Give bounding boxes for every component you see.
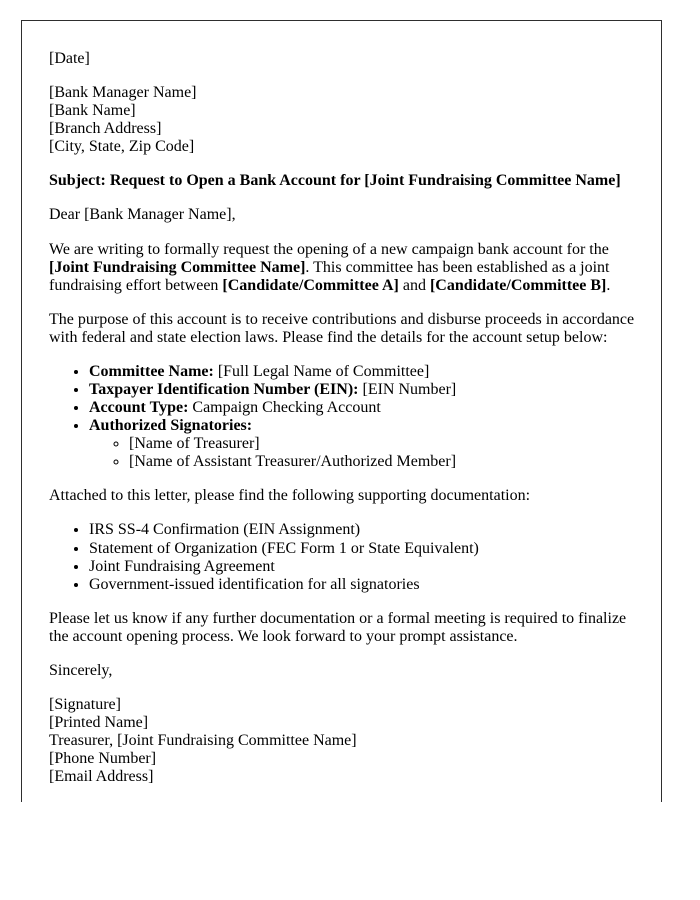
list-item bbox=[89, 381, 636, 399]
intro-paragraph bbox=[49, 241, 636, 295]
text: . bbox=[606, 276, 611, 294]
text: Treasurer, [Joint Fundraising Committee Name] bbox=[49, 732, 357, 750]
list-item bbox=[89, 558, 636, 576]
text: [Name of Treasurer] bbox=[129, 435, 260, 453]
bold-text: Subject: Request to Open a Bank Account for [Joint Fundraising Committee Name] bbox=[49, 172, 621, 190]
text: Dear [Bank Manager Name], bbox=[49, 206, 236, 224]
text: [Name of Assistant Treasurer/Authorized Member] bbox=[129, 453, 457, 471]
text: Statement of Organization (FEC Form 1 or State Equivalent) bbox=[89, 539, 479, 557]
bold-text: Committee Name: bbox=[89, 362, 214, 380]
signoff bbox=[49, 662, 636, 680]
list-item bbox=[129, 453, 636, 471]
salutation bbox=[49, 206, 636, 224]
text: We are writing to formally request the opening of a new campaign bank account for the bbox=[49, 240, 609, 258]
bold-text: Taxpayer Identification Number (EIN): bbox=[89, 381, 359, 399]
bold-text: Authorized Signatories: bbox=[89, 417, 253, 435]
attachments-intro bbox=[49, 487, 636, 505]
list-item bbox=[129, 435, 636, 453]
subject-line bbox=[49, 172, 636, 190]
list-item bbox=[89, 363, 636, 381]
text: Joint Fundraising Agreement bbox=[89, 557, 275, 575]
letter-page bbox=[21, 20, 662, 802]
list-item bbox=[89, 417, 636, 471]
list-item bbox=[89, 399, 636, 417]
text: [Email Address] bbox=[49, 768, 154, 786]
text: [Bank Name] bbox=[49, 102, 136, 120]
text: The purpose of this account is to receive contributions and disburse proceeds in accordance with federal and state election laws. Please find the details for the account setup below: bbox=[49, 310, 635, 346]
text: [Branch Address] bbox=[49, 120, 162, 138]
text: [Date] bbox=[49, 50, 90, 67]
text: Please let us know if any further documentation or a formal meeting is required to finalize the account opening process. We look forward to your prompt assistance. bbox=[49, 609, 627, 645]
attachments-list bbox=[49, 521, 636, 593]
list-item bbox=[89, 521, 636, 539]
text: [City, State, Zip Code] bbox=[49, 138, 195, 156]
text: [Full Legal Name of Committee] bbox=[213, 362, 430, 380]
text: Government-issued identification for all signatories bbox=[89, 575, 420, 593]
text: [Printed Name] bbox=[49, 714, 149, 732]
list-item bbox=[89, 540, 636, 558]
signature-block bbox=[49, 696, 636, 786]
text: [Signature] bbox=[49, 696, 121, 714]
bold-text: [Candidate/Committee A] bbox=[222, 276, 399, 294]
text: [Phone Number] bbox=[49, 750, 157, 768]
closing-paragraph bbox=[49, 610, 636, 646]
text: Attached to this letter, please find the following supporting documentation: bbox=[49, 487, 531, 505]
date-line bbox=[49, 50, 636, 68]
bold-text: Account Type: bbox=[89, 399, 189, 417]
text: [EIN Number] bbox=[358, 381, 457, 399]
purpose-paragraph bbox=[49, 311, 636, 347]
account-details-list bbox=[49, 363, 636, 471]
recipient-address-block bbox=[49, 84, 636, 156]
list-item bbox=[89, 576, 636, 594]
text: . This committee has been established as a joint fundraising effort between bbox=[49, 258, 610, 294]
text: IRS SS-4 Confirmation (EIN Assignment) bbox=[89, 521, 361, 539]
sub-list bbox=[89, 435, 636, 471]
text: Campaign Checking Account bbox=[188, 399, 381, 417]
text: [Bank Manager Name] bbox=[49, 84, 197, 102]
text: Sincerely, bbox=[49, 661, 113, 679]
text: and bbox=[398, 276, 430, 294]
bold-text: [Candidate/Committee B] bbox=[429, 276, 607, 294]
bold-text: [Joint Fundraising Committee Name] bbox=[49, 258, 306, 276]
